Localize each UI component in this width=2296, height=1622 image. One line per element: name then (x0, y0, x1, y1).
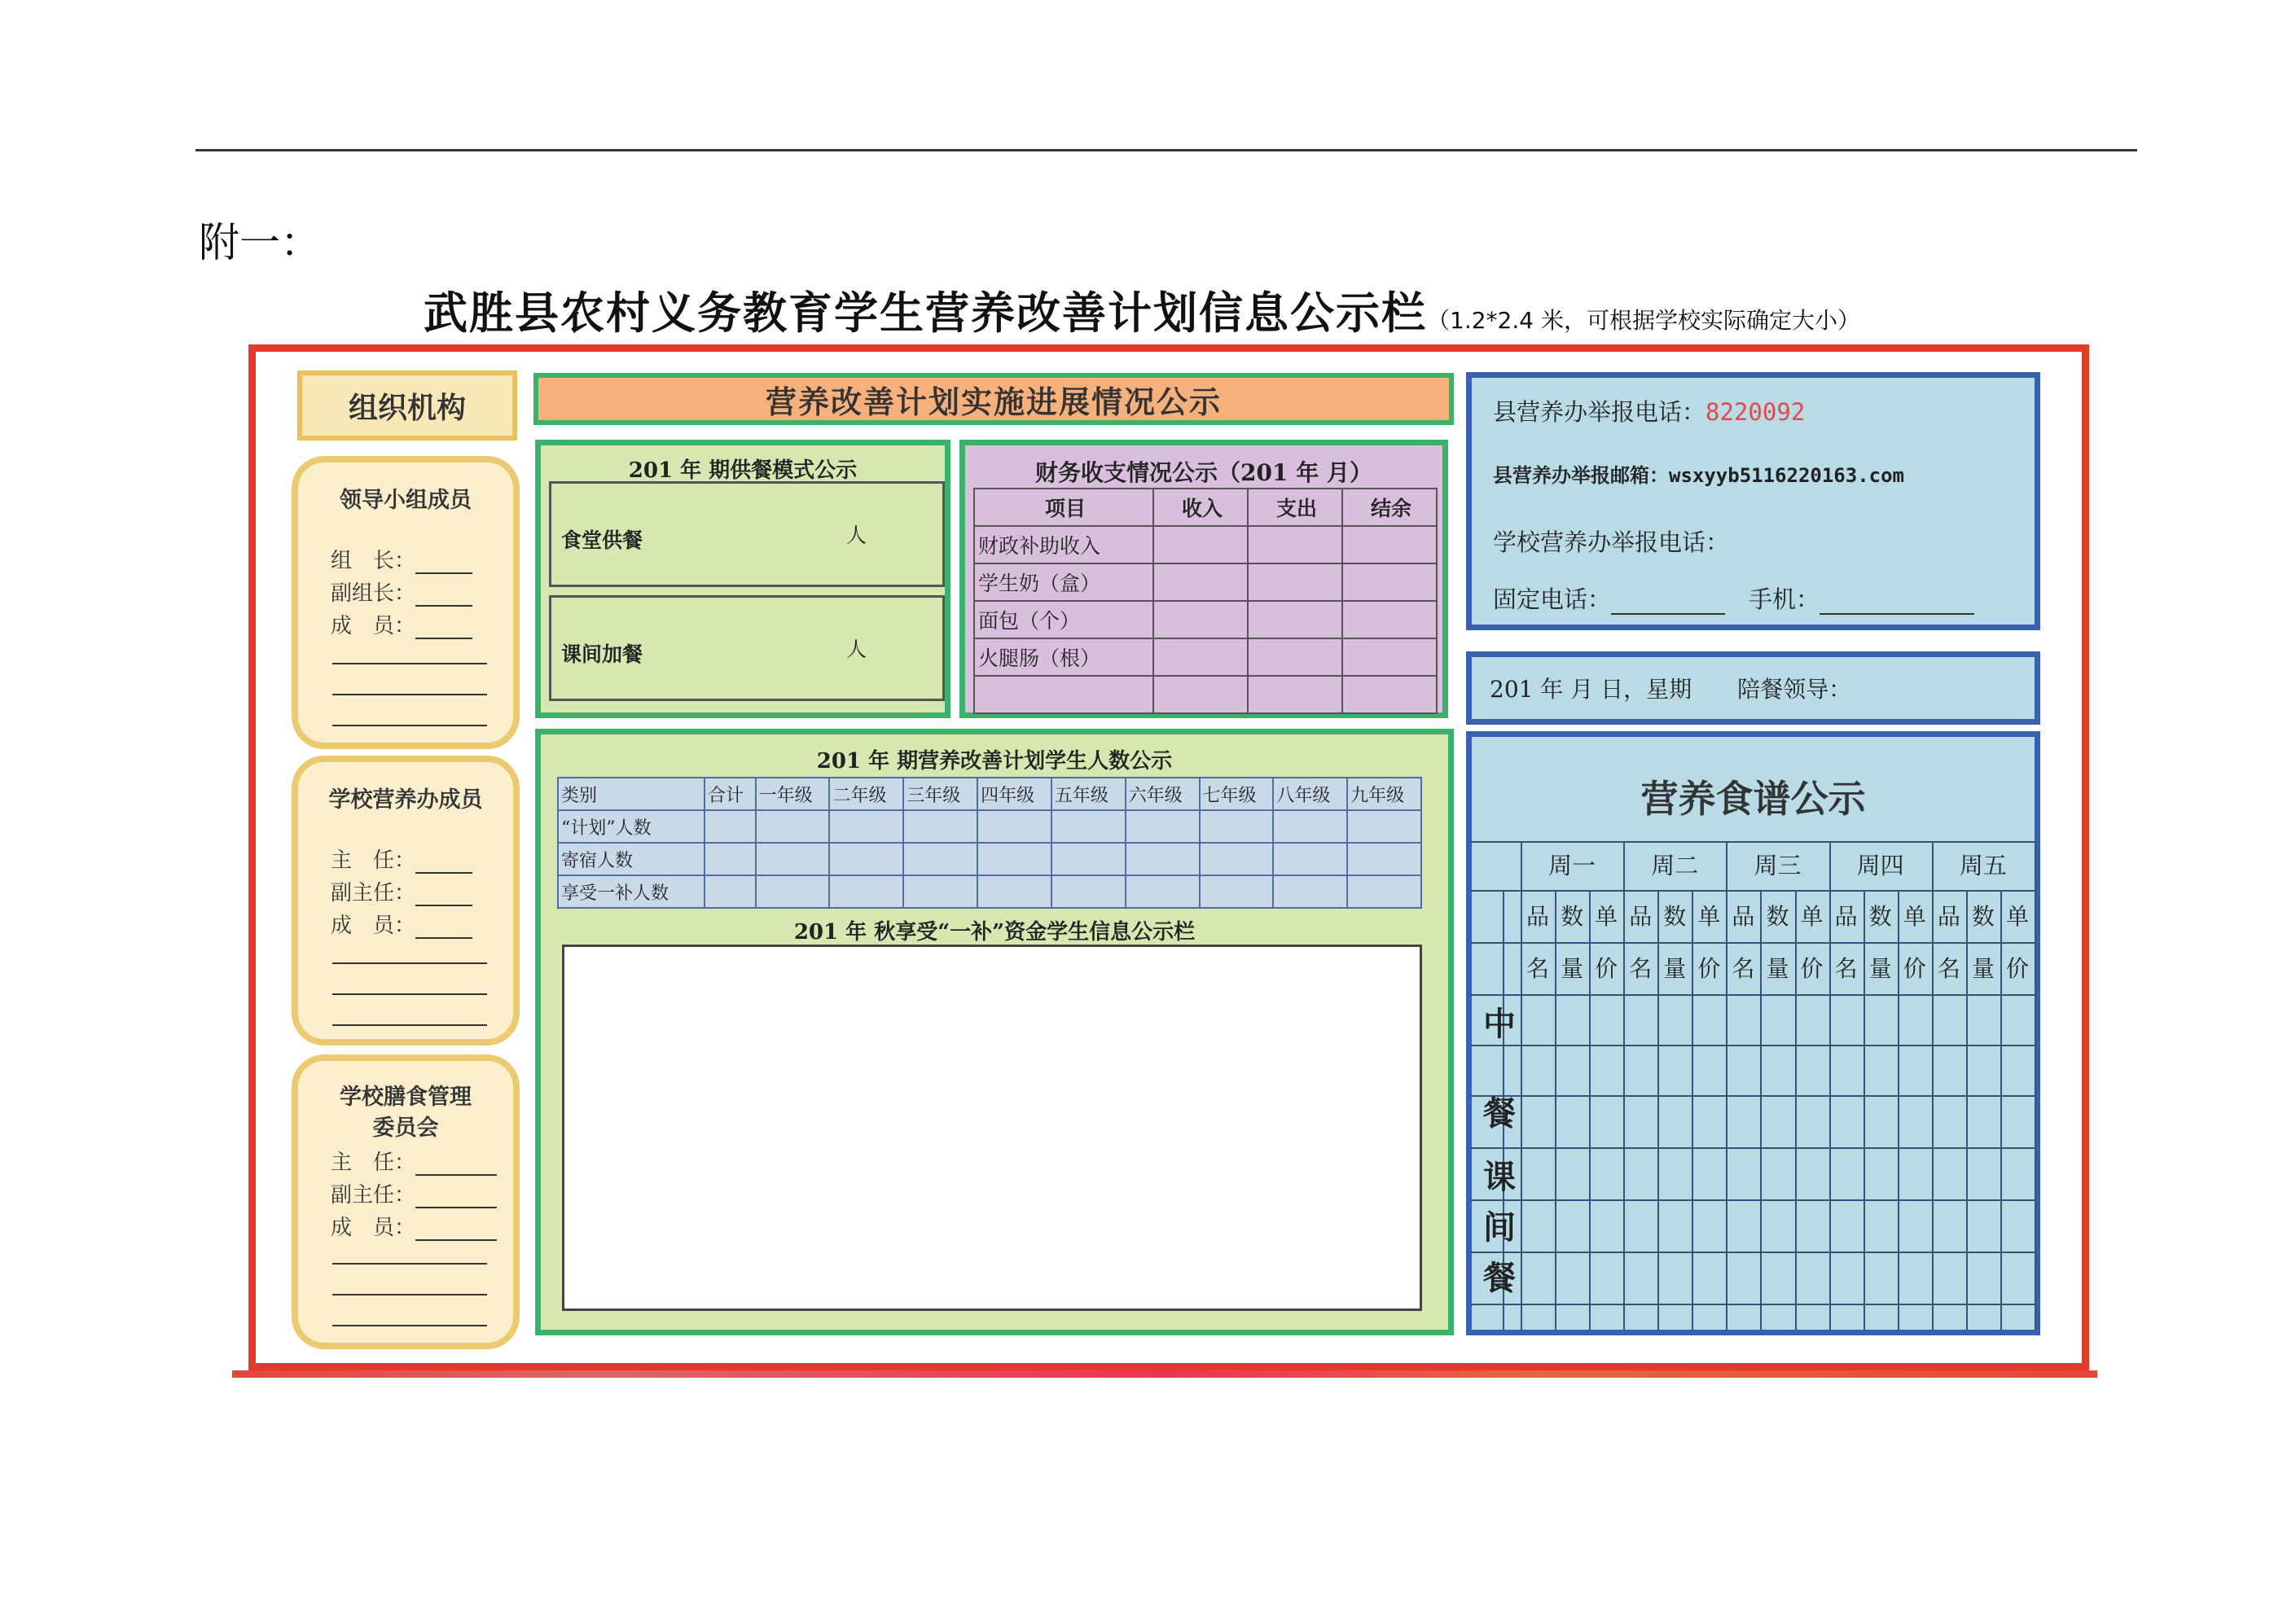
supply-row-unit: 人 (846, 638, 867, 661)
student-row-label: 享受一补人数 (558, 875, 705, 908)
finance-table (973, 488, 1438, 714)
student-count-panel (535, 729, 1454, 1335)
menu-sub-label: 价 (1595, 955, 1618, 982)
menu-sub-label: 单 (1903, 903, 1926, 930)
menu-day-label: 周三 (1754, 852, 1802, 879)
menu-sub-label: 名 (1732, 955, 1755, 982)
blank-line (332, 1263, 487, 1265)
menu-panel (1466, 731, 2040, 1335)
office-line: 副主任： (331, 876, 472, 906)
blank-line (332, 1024, 487, 1026)
grid-vline (1966, 890, 1968, 1330)
menu-sub-label: 单 (2005, 903, 2029, 930)
county-phone-line: 县营养办举报电话：8220092 (1493, 398, 1806, 426)
menu-sub-label: 量 (1766, 955, 1789, 982)
blank-line (332, 1325, 487, 1326)
menu-sub-label: 数 (1868, 903, 1892, 930)
menu-sub-label: 价 (1697, 955, 1721, 982)
grid-vline (1795, 890, 1797, 1330)
grid-vline (1898, 890, 1899, 1330)
finance-header: 结余 (1342, 489, 1437, 526)
grid-vline (2035, 841, 2036, 1330)
menu-sub-label: 数 (1971, 903, 1995, 930)
school-phone-label: 学校营养办举报电话： (1493, 528, 1730, 556)
menu-sub-label: 量 (1971, 955, 1995, 982)
leaders-panel (292, 456, 520, 749)
menu-sub-label: 单 (1595, 903, 1618, 930)
finance-item: 面包（个） (974, 601, 1153, 638)
blank-line (332, 663, 487, 664)
supply-row-unit: 人 (846, 524, 867, 547)
grid-vline (1589, 890, 1591, 1330)
menu-sub-label: 价 (1800, 955, 1824, 982)
menu-sub-label: 名 (1834, 955, 1858, 982)
supply-title: 201 年 期供餐模式公示 (628, 458, 858, 483)
menu-sub-label: 品 (1834, 903, 1858, 930)
menu-sub-label: 品 (1732, 903, 1755, 930)
menu-day-label: 周一 (1548, 852, 1596, 879)
menu-day-label: 周五 (1959, 852, 2007, 879)
student-header: 六年级 (1126, 778, 1200, 810)
supply-row-label: 课间加餐 (561, 642, 643, 666)
menu-sub-label: 量 (1561, 955, 1584, 982)
office-panel (292, 756, 520, 1046)
student-header: 五年级 (1051, 778, 1126, 810)
menu-day-label: 周二 (1651, 852, 1699, 879)
blank-line (332, 694, 487, 695)
finance-title: 财务收支情况公示（201 年 月） (1035, 459, 1372, 486)
board-title (424, 278, 1860, 341)
grid-vline (2000, 890, 2002, 1330)
menu-sub-label: 名 (1526, 955, 1550, 982)
student-header: 一年级 (756, 778, 830, 810)
grid-vline (1521, 841, 1522, 1330)
student-header: 九年级 (1347, 778, 1421, 810)
menu-sub-label: 单 (1697, 903, 1721, 930)
leaders-line: 组 长： (331, 544, 472, 574)
menu-sub-label: 单 (1800, 903, 1824, 930)
leaders-line: 副组长： (331, 576, 472, 607)
student-header: 四年级 (977, 778, 1051, 810)
office-line: 主 任： (331, 844, 472, 874)
aid-info-box (562, 945, 1422, 1311)
accompany-meal-line: 201 年 月 日，星期 陪餐领导： (1466, 651, 2040, 725)
grid-vline (1864, 890, 1865, 1330)
grid-vline (1726, 841, 1727, 1330)
student-header: 二年级 (829, 778, 903, 810)
student-row-label: “计划”人数 (558, 810, 705, 843)
student-row-label: 寄宿人数 (558, 843, 705, 875)
menu-sub-label: 价 (1903, 955, 1926, 982)
leaders-title: 领导小组成员 (340, 488, 472, 513)
supply-row-label: 食堂供餐 (561, 528, 643, 552)
grid-vline (1692, 890, 1693, 1330)
committee-title: 委员会 (372, 1116, 439, 1141)
progress-banner: 营养改善计划实施进展情况公示 (533, 373, 1454, 425)
menu-sub-label: 名 (1937, 955, 1960, 982)
finance-item: 财政补助收入 (974, 526, 1153, 563)
menu-sub-label: 数 (1561, 903, 1584, 930)
finance-header: 收入 (1153, 489, 1248, 526)
finance-item: 学生奶（盒） (974, 563, 1153, 601)
menu-day-label: 周四 (1856, 852, 1904, 879)
county-email: wsxyyb5116220163.com (1669, 464, 1904, 487)
county-phone: 8220092 (1706, 398, 1806, 426)
student-count-table (557, 777, 1422, 909)
grid-vline (1932, 841, 1934, 1330)
finance-item: 火腿肠（根） (974, 638, 1153, 676)
contact-panel (1466, 372, 2040, 630)
menu-sub-label: 数 (1663, 903, 1687, 930)
menu-sub-label: 品 (1629, 903, 1653, 930)
menu-sub-label: 量 (1868, 955, 1892, 982)
blank-line (332, 725, 487, 726)
grid-vline (1760, 890, 1762, 1330)
blank-line (332, 993, 487, 995)
menu-title: 营养食谱公示 (1640, 777, 1866, 821)
committee-line: 副主任： (331, 1178, 497, 1208)
office-line: 成 员： (331, 909, 472, 939)
menu-lunch-label: 中 (1483, 1005, 1516, 1043)
grid-vline (1555, 890, 1556, 1330)
menu-sub-label: 品 (1526, 903, 1550, 930)
aid-title: 201 年 秋享受“一补”资金学生信息公示栏 (793, 920, 1196, 945)
supply-mode-panel (535, 440, 950, 718)
student-header: 七年级 (1200, 778, 1274, 810)
committee-line: 成 员： (331, 1211, 497, 1241)
menu-snack-label: 餐 (1483, 1259, 1516, 1297)
committee-line: 主 任： (331, 1146, 497, 1176)
menu-sub-label: 量 (1663, 955, 1687, 982)
county-email-line: 县营养办举报邮箱：wsxyyb5116220163.com (1493, 464, 1904, 487)
leaders-line: 成 员： (331, 609, 472, 639)
blank-line (332, 962, 487, 964)
student-header: 八年级 (1273, 778, 1347, 810)
finance-header: 支出 (1248, 489, 1342, 526)
student-header: 三年级 (903, 778, 977, 810)
annex-label: 附一： (199, 219, 321, 266)
grid-vline (1623, 841, 1625, 1330)
board-title-note: （1.2*2.4 米，可根据学校实际确定大小） (1427, 307, 1860, 334)
menu-grid (1472, 841, 2035, 1330)
menu-sub-label: 名 (1629, 955, 1653, 982)
finance-item (974, 676, 1153, 713)
menu-snack-label: 间 (1483, 1208, 1516, 1247)
student-header: 合计 (705, 778, 756, 810)
finance-header: 项目 (974, 489, 1153, 526)
finance-panel (959, 440, 1448, 718)
committee-panel (292, 1054, 520, 1349)
grid-vline (1829, 841, 1831, 1330)
menu-lunch-label: 餐 (1483, 1094, 1516, 1133)
menu-snack-label: 课 (1483, 1158, 1516, 1196)
org-header: 组织机构 (297, 370, 517, 441)
menu-sub-label: 品 (1937, 903, 1960, 930)
student-count-title: 201 年 期营养改善计划学生人数公示 (816, 749, 1173, 774)
supply-row (549, 595, 945, 701)
board-title-text: 武胜县农村义务教育学生营养改善计划信息公示栏 (424, 287, 1427, 339)
grid-vline (1657, 890, 1659, 1330)
committee-title: 学校膳食管理 (340, 1085, 472, 1110)
bottom-strip (232, 1370, 2097, 1378)
phone-fields: 固定电话： 手机： (1493, 581, 1974, 615)
menu-sub-label: 数 (1766, 903, 1789, 930)
top-rule (195, 149, 2137, 151)
student-header: 类别 (558, 778, 705, 810)
supply-row (549, 481, 945, 587)
office-title: 学校营养办成员 (328, 787, 483, 813)
blank-line (332, 1294, 487, 1295)
grid-hline (1472, 841, 2035, 843)
menu-sub-label: 价 (2005, 955, 2029, 982)
